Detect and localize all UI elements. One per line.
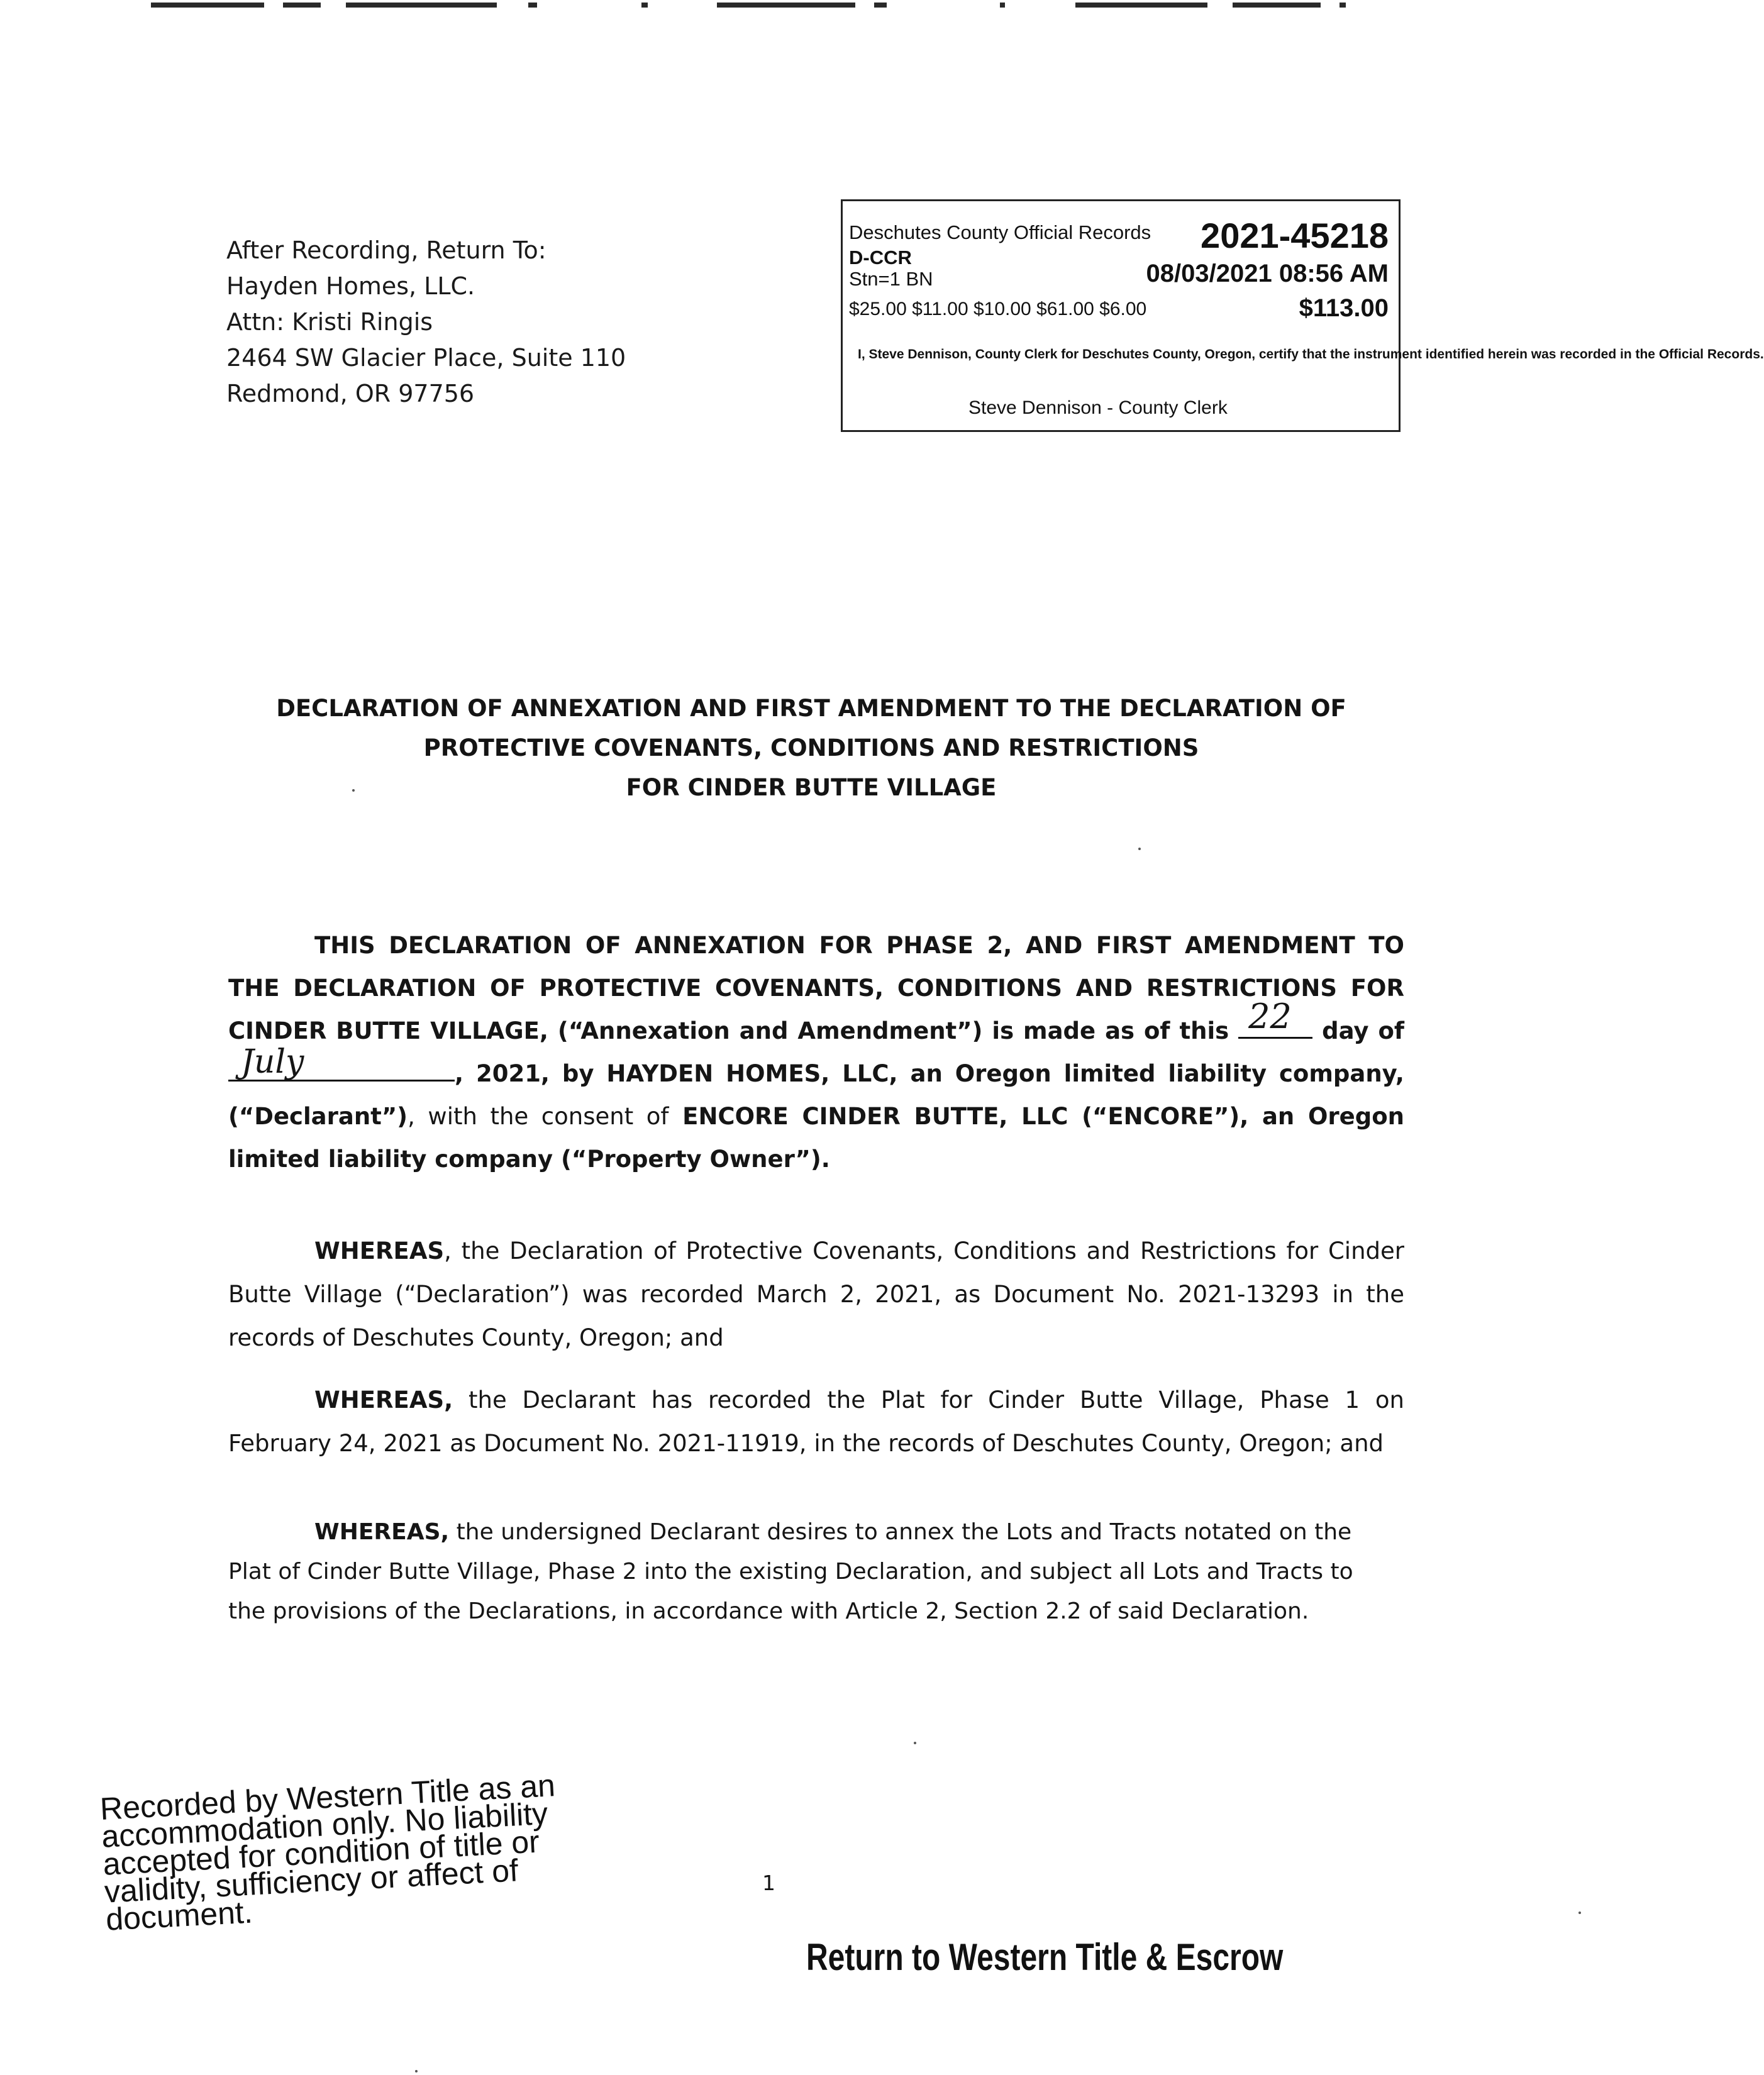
title-line-3: FOR CINDER BUTTE VILLAGE — [626, 774, 997, 801]
handwritten-day: 22 — [1248, 997, 1292, 1036]
whereas-3-lead: WHEREAS, — [314, 1519, 450, 1545]
intro-text-3: , 2021, by HAYDEN HOMES, LLC, an Oregon limited liability company, (“Declarant”) — [228, 1060, 1404, 1130]
return-company: Hayden Homes, LLC. — [226, 272, 475, 300]
scan-speck — [352, 789, 355, 792]
document-title — [189, 689, 1434, 807]
scan-speck — [914, 1742, 916, 1744]
intro-text-5: ENCORE CINDER BUTTE, LLC (“ENCORE”), an Oregon limited liability company (“Property Owner”). — [228, 1103, 1404, 1173]
scan-speck — [1578, 1912, 1581, 1914]
return-to-western-title: Return to Western Title & Escrow — [806, 1936, 1284, 1978]
intro-text-4: , with the consent of — [408, 1103, 669, 1130]
stamp-clerk: Steve Dennison - County Clerk — [968, 397, 1228, 418]
whereas-paragraph-2 — [228, 1378, 1404, 1465]
stamp-document-number: 2021-45218 — [1201, 216, 1389, 255]
whereas-1-text: , the Declaration of Protective Covenants, Conditions and Restrictions for Cinder Butte Village (“Declaration”) was recorded March 2, 2021, as Document No. 2021-13293 in the records of Deschutes County, Oregon; and — [228, 1237, 1404, 1351]
western-title-disclaimer: Recorded by Western Title as an accommodation only. No liability accepted for condition of title or validity, sufficiency or affect of document. — [99, 1768, 557, 1937]
stamp-doc-code: D-CCR — [849, 246, 912, 268]
return-street: 2464 SW Glacier Place, Suite 110 — [226, 344, 626, 372]
whereas-2-lead: WHEREAS, — [314, 1386, 453, 1414]
intro-paragraph — [228, 924, 1404, 1181]
stamp-fees: $25.00 $11.00 $10.00 $61.00 $6.00 — [849, 299, 1147, 319]
stamp-station: Stn=1 BN — [849, 268, 933, 290]
whereas-paragraph-3 — [228, 1512, 1379, 1631]
return-attn: Attn: Kristi Ringis — [226, 308, 433, 336]
scan-speck — [415, 2070, 418, 2072]
intro-text-2: day of — [1322, 1017, 1404, 1044]
return-address-block — [226, 233, 626, 412]
whereas-1-lead: WHEREAS — [314, 1237, 445, 1264]
recording-stamp — [841, 199, 1764, 432]
title-line-1: DECLARATION OF ANNEXATION AND FIRST AMENDMENT TO THE DECLARATION OF — [276, 695, 1346, 722]
intro-text-1: THIS DECLARATION OF ANNEXATION FOR PHASE 2, AND FIRST AMENDMENT TO THE DECLARATION OF PROTECTIVE COVENANTS, CONDITIONS AND RESTRICTIONS FOR CINDER BUTTE VILLAGE, (“Annexation and Amendment”) is made as of this — [228, 932, 1404, 1044]
whereas-3-text: the undersigned Declarant desires to annex the Lots and Tracts notated on the Plat of Cinder Butte Village, Phase 2 into the existing Declaration, and subject all Lots and Tracts to the provisions of the Declarations, in accordance with Article 2, Section 2.2 of said Declaration. — [228, 1519, 1353, 1624]
stamp-total: $113.00 — [1299, 294, 1389, 322]
month-blank — [228, 1043, 455, 1082]
day-blank — [1238, 997, 1312, 1039]
return-city: Redmond, OR 97756 — [226, 380, 475, 407]
page-number: 1 — [762, 1871, 775, 1895]
handwritten-month: July — [241, 1043, 304, 1081]
title-line-2: PROTECTIVE COVENANTS, CONDITIONS AND RESTRICTIONS — [423, 734, 1199, 761]
scan-speck — [1138, 848, 1141, 850]
scan-edge-marks — [151, 0, 1346, 10]
stamp-county-label: Deschutes County Official Records — [849, 221, 1151, 243]
stamp-certification: I, Steve Dennison, County Clerk for Deschutes County, Oregon, certify that the instrument identified herein was recorded in the Official Records. — [858, 347, 1764, 362]
whereas-paragraph-1 — [228, 1229, 1404, 1359]
return-heading: After Recording, Return To: — [226, 236, 546, 264]
whereas-2-text: the Declarant has recorded the Plat for Cinder Butte Village, Phase 1 on February 24, 2021 as Document No. 2021-11919, in the records of Deschutes County, Oregon; and — [228, 1386, 1404, 1457]
stamp-recorded-datetime: 08/03/2021 08:56 AM — [1146, 260, 1389, 287]
